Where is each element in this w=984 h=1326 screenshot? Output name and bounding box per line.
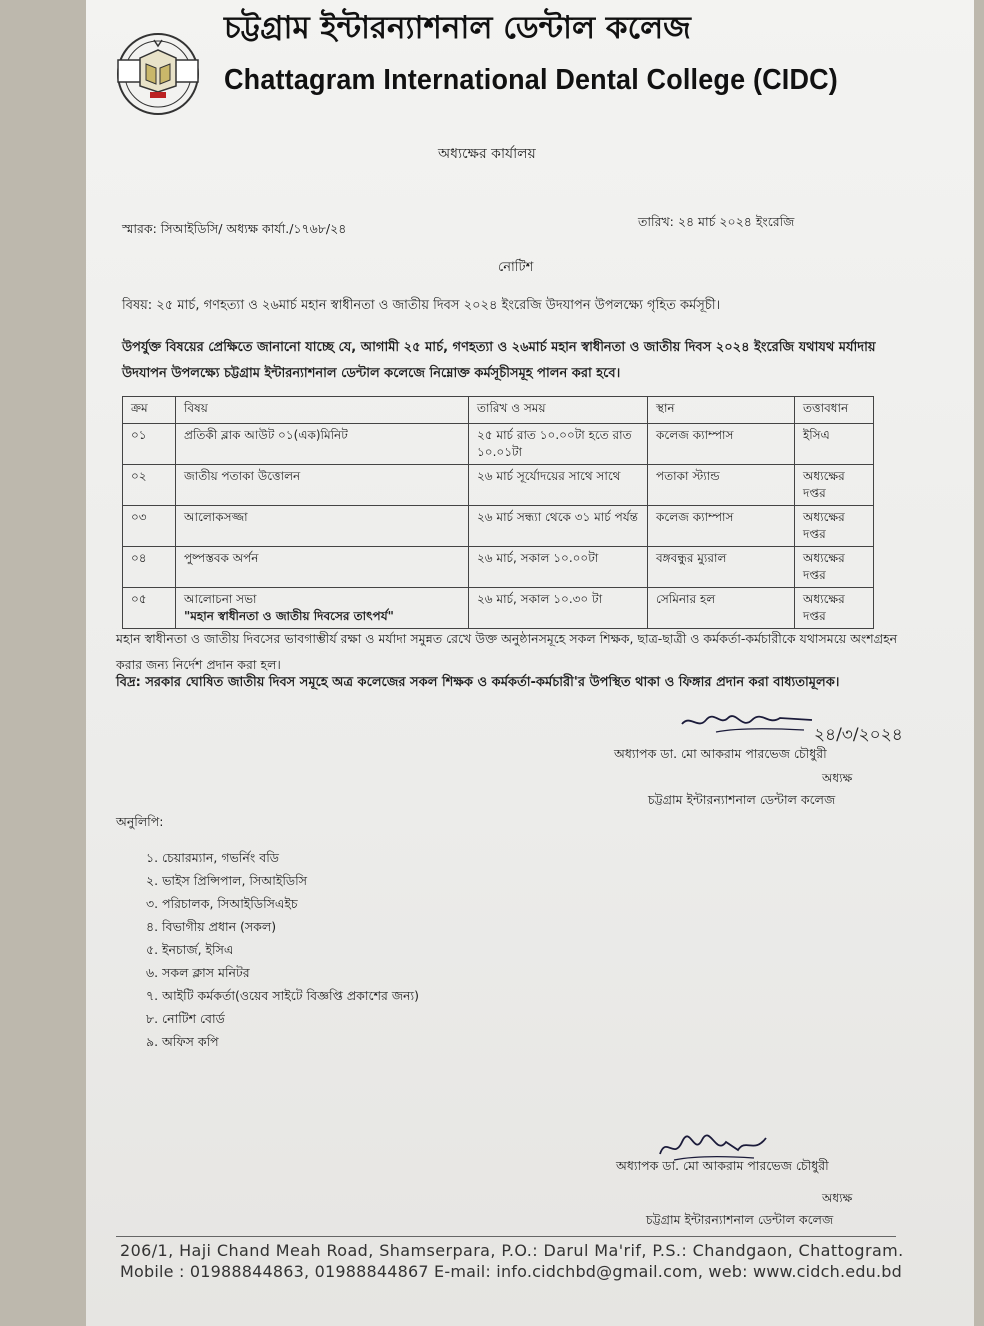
cc-heading: অনুলিপি:: [116, 814, 164, 829]
college-crest-icon: [110, 30, 206, 118]
notice-date: তারিখ: ২৪ মার্চ ২০২৪ ইংরেজি: [638, 214, 795, 229]
cell-serial: ০৫: [123, 588, 176, 629]
col-topic: বিষয়: [176, 397, 469, 424]
cell-place: কলেজ ক্যাম্পাস: [648, 424, 795, 465]
program-table: [122, 396, 874, 629]
notice-subject: বিষয়: ২৫ মার্চ, গণহত্যা ও ২৬মার্চ মহান স্বাধীনতা ও জাতীয় দিবস ২০২৪ ইংরেজি উদযাপন উপলক্ষ্যে গৃহিত কর্মসূচী।: [122, 298, 721, 313]
cell-supervision: ইসিএ: [795, 424, 874, 465]
list-item: ২. ভাইস প্রিন্সিপাল, সিআইডিসি: [146, 873, 307, 888]
cell-topic: পুষ্পস্তবক অর্পন: [176, 547, 469, 588]
signatory-name-2: অধ্যাপক ডা. মো আকরাম পারভেজ চৌধুরী: [616, 1158, 829, 1173]
memo-number: স্মারক: সিআইডিসি/ অধ্যক্ষ কার্যা./১৭৬৮/২৪: [122, 221, 347, 236]
notice-heading: নোটিশ: [498, 260, 534, 275]
cell-supervision: অধ্যক্ষের দপ্তর: [795, 506, 874, 547]
handwritten-signature-icon: [676, 708, 826, 742]
col-place: স্থান: [648, 397, 795, 424]
cell-topic-line1: আলোচনা সভা: [184, 592, 257, 606]
cell-place: পতাকা স্ট্যান্ড: [648, 465, 795, 506]
office-heading: অধ্যক্ষের কার্যালয়: [438, 146, 536, 162]
list-item: ৩. পরিচালক, সিআইডিসিএইচ: [146, 896, 298, 911]
cell-supervision: অধ্যক্ষের দপ্তর: [795, 588, 874, 629]
cell-topic: জাতীয় পতাকা উত্তোলন: [176, 465, 469, 506]
instruction-paragraph: মহান স্বাধীনতা ও জাতীয় দিবসের ভাবগাম্ভীর্য রক্ষা ও মর্যাদা সমুন্নত রেখে উক্ত অনুষ্ঠানসমূহে সকল শিক্ষক, ছাত্র-ছাত্রী ও কর্মকর্তা-কর্মচারীকে যথাসময়ে অংশগ্রহন করার জন্য নির্দেশ প্রদান করা হল।: [116, 631, 898, 672]
cell-supervision: অধ্যক্ষের দপ্তর: [795, 465, 874, 506]
list-item: ৯. অফিস কপি: [146, 1034, 219, 1049]
list-item: ৬. সকল ক্লাস মনিটর: [146, 965, 250, 980]
cell-topic: [176, 588, 469, 629]
table-row: [123, 547, 874, 588]
signatory-name: অধ্যাপক ডা. মো আকরাম পারভেজ চৌধুরী: [614, 746, 827, 761]
col-time: তারিখ ও সময়: [469, 397, 648, 424]
handwritten-date: ২৪/৩/২০২৪: [814, 725, 903, 745]
intro-paragraph: উপর্যুক্ত বিষয়ের প্রেক্ষিতে জানানো যাচ্ছে যে, আগামী ২৫ মার্চ, গণহত্যা ও ২৬মার্চ মহান স্বাধীনতা ও জাতীয় দিবস ২০২৪ ইংরেজি যথাযথ মর্যাদায় উদযাপন উপলক্ষ্যে চট্টগ্রাম ইন্টারন্যাশনাল ডেন্টাল কলেজে নিম্নোক্ত কর্মসূচীসমূহ পালন করা হবে।: [122, 340, 876, 381]
cell-serial: ০৩: [123, 506, 176, 547]
cell-serial: ০১: [123, 424, 176, 465]
table-row: [123, 424, 874, 465]
table-row: [123, 465, 874, 506]
col-serial: ক্রম: [123, 397, 176, 424]
cc-list: [146, 846, 419, 1053]
cell-place: বঙ্গবন্ধুর ম্যুরাল: [648, 547, 795, 588]
footer-address: 206/1, Haji Chand Meah Road, Shamserpara, P.O.: Darul Ma'rif, P.S.: Chandgaon, Chattogram.: [120, 1241, 904, 1260]
signatory-institution: চট্টগ্রাম ইন্টারন্যাশনাল ডেন্টাল কলেজ: [648, 792, 836, 807]
letterhead-page: [86, 0, 974, 1326]
list-item: ১. চেয়ারম্যান, গভর্নিং বডি: [146, 850, 279, 865]
cell-serial: ০৪: [123, 547, 176, 588]
footer-divider: [116, 1236, 896, 1237]
mandatory-note: বিদ্র: সরকার ঘোষিত জাতীয় দিবস সমূহে অত্র কলেজের সকল শিক্ষক ও কর্মকর্তা-কর্মচারী'র উপস্থিত থাকা ও ফিঙ্গার প্রদান করা বাধ্যতামূলক।: [116, 675, 840, 690]
cell-place: কলেজ ক্যাম্পাস: [648, 506, 795, 547]
college-name-english: Chattagram International Dental College (CIDC): [224, 64, 838, 96]
list-item: ৮. নোটিশ বোর্ড: [146, 1011, 225, 1026]
signatory-designation-2: অধ্যক্ষ: [822, 1191, 853, 1205]
signatory-designation: অধ্যক্ষ: [822, 771, 853, 785]
signatory-institution-2: চট্টগ্রাম ইন্টারন্যাশনাল ডেন্টাল কলেজ: [646, 1212, 834, 1227]
cell-time: ২৫ মার্চ রাত ১০.০০টা হতে রাত ১০.০১টা: [469, 424, 648, 465]
footer-contact: Mobile : 01988844863, 01988844867 E-mail: info.cidchbd@gmail.com, web: www.cidch.edu.bd: [120, 1262, 903, 1281]
cell-time: ২৬ মার্চ, সকাল ১০.৩০ টা: [469, 588, 648, 629]
cell-time: ২৬ মার্চ সূর্যোদয়ের সাথে সাথে: [469, 465, 648, 506]
list-item: ৭. আইটি কর্মকর্তা(ওয়েব সাইটে বিজ্ঞপ্তি প্রকাশের জন্য): [146, 988, 419, 1003]
table-row: [123, 506, 874, 547]
col-supervision: তত্তাবধান: [795, 397, 874, 424]
cell-time: ২৬ মার্চ, সকাল ১০.০০টা: [469, 547, 648, 588]
list-item: ৫. ইনচার্জ, ইসিএ: [146, 942, 234, 957]
list-item: ৪. বিভাগীয় প্রধান (সকল): [146, 919, 277, 934]
table-row: [123, 588, 874, 629]
cell-time: ২৬ মার্চ সন্ধ্যা থেকে ৩১ মার্চ পর্যন্ত: [469, 506, 648, 547]
cell-topic: প্রতিকী ব্লাক আউট ০১(এক)মিনিট: [176, 424, 469, 465]
cell-serial: ০২: [123, 465, 176, 506]
cell-topic-line2: "মহান স্বাধীনতা ও জাতীয় দিবসের তাৎপর্য": [184, 609, 394, 623]
cell-place: সেমিনার হল: [648, 588, 795, 629]
cell-supervision: অধ্যক্ষের দপ্তর: [795, 547, 874, 588]
college-name-bangla: চট্টগ্রাম ইন্টারন্যাশনাল ডেন্টাল কলেজ: [224, 10, 691, 46]
cell-topic: আলোকসজ্জা: [176, 506, 469, 547]
table-header-row: [123, 397, 874, 424]
